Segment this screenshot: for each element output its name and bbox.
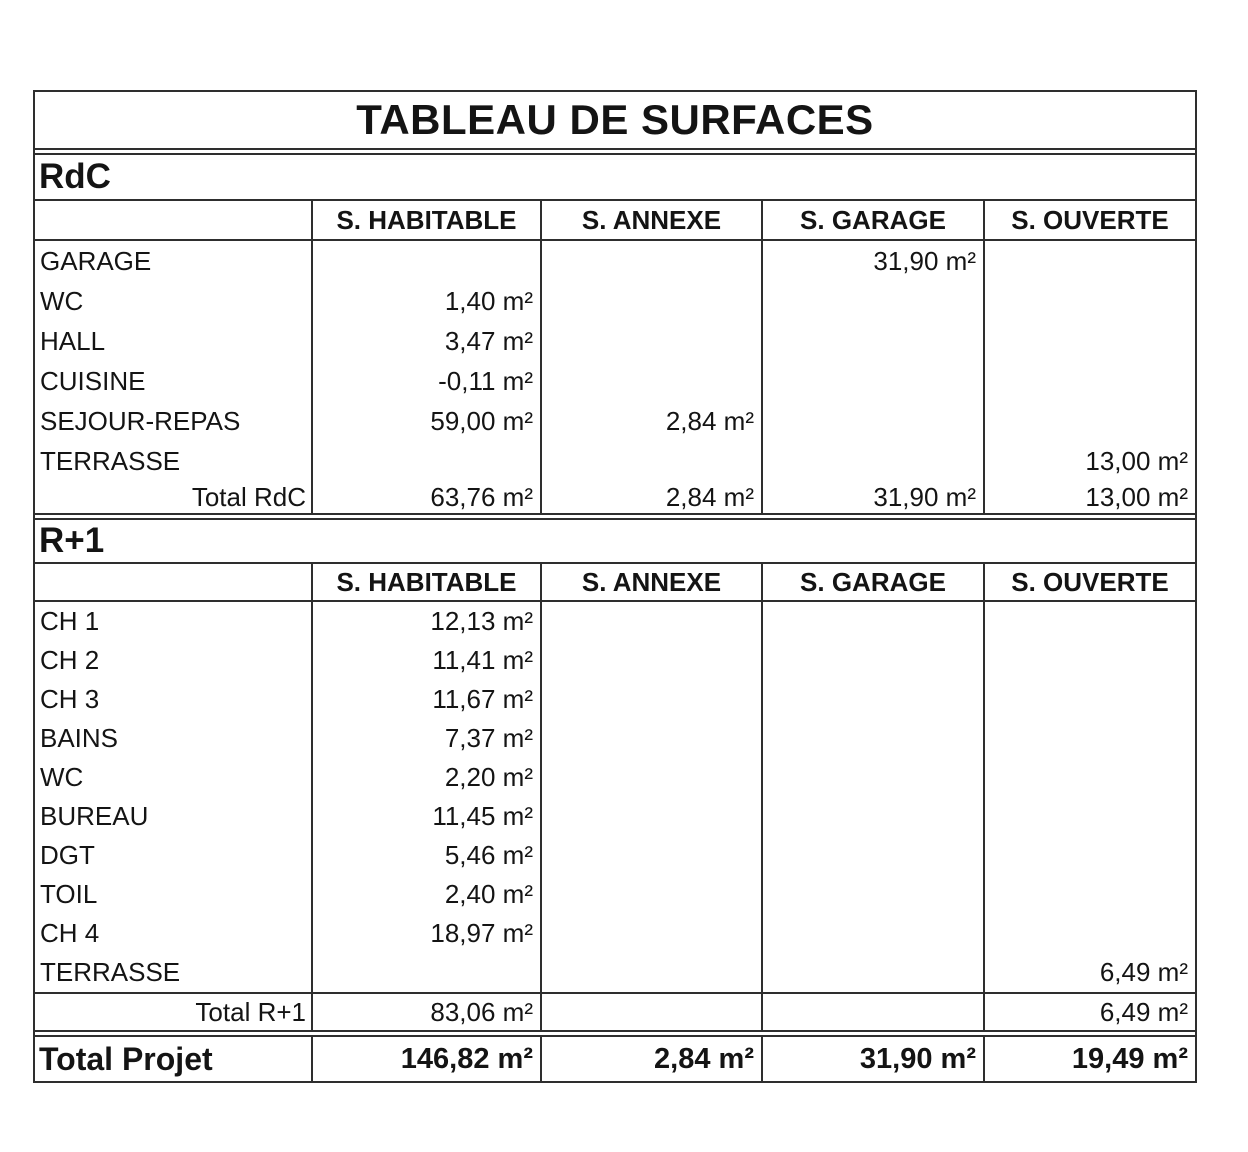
- column-header: S. ANNEXE: [540, 201, 761, 239]
- cell-ouverte: [983, 361, 1195, 401]
- cell-ouverte: 6,49 m²: [983, 994, 1195, 1030]
- table-row: [35, 914, 1195, 953]
- cell-garage: [761, 836, 983, 875]
- section-header-r1: R+1: [39, 521, 105, 560]
- cell-habitable: [311, 441, 540, 481]
- cell-garage: [761, 758, 983, 797]
- cell-ouverte: 13,00 m²: [983, 481, 1195, 513]
- cell-habitable: 18,97 m²: [311, 914, 540, 953]
- cell-garage: [761, 361, 983, 401]
- cell-habitable: 7,37 m²: [311, 719, 540, 758]
- cell-annexe: [540, 241, 761, 281]
- cell-ouverte: [983, 836, 1195, 875]
- cell-ouverte: 6,49 m²: [983, 953, 1195, 992]
- cell-garage: 31,90 m²: [761, 1037, 983, 1081]
- cell-ouverte: [983, 758, 1195, 797]
- cell-annexe: [540, 641, 761, 680]
- row-label: TERRASSE: [40, 445, 181, 476]
- cell-habitable: 83,06 m²: [311, 994, 540, 1030]
- column-header: S. ANNEXE: [540, 564, 761, 600]
- row-label: TERRASSE: [40, 957, 181, 987]
- column-header-row-rdc: [35, 201, 1195, 239]
- cell-ouverte: [983, 797, 1195, 836]
- cell-ouverte: [983, 680, 1195, 719]
- total-label: Total RdC: [191, 481, 306, 512]
- row-label: BUREAU: [40, 801, 149, 831]
- row-label: SEJOUR-REPAS: [40, 405, 241, 436]
- cell-habitable: 2,40 m²: [311, 875, 540, 914]
- cell-annexe: [540, 602, 761, 641]
- cell-garage: [761, 994, 983, 1030]
- table-row: [35, 281, 1195, 321]
- column-header: S. GARAGE: [761, 201, 983, 239]
- cell-habitable: 3,47 m²: [311, 321, 540, 361]
- cell-annexe: [540, 361, 761, 401]
- row-label: HALL: [40, 325, 106, 356]
- cell-garage: [761, 281, 983, 321]
- cell-annexe: [540, 836, 761, 875]
- cell-garage: [761, 875, 983, 914]
- table-row: [35, 641, 1195, 680]
- table-row: [35, 836, 1195, 875]
- column-header: S. HABITABLE: [311, 201, 540, 239]
- row-label: TOIL: [40, 879, 98, 909]
- cell-ouverte: [983, 719, 1195, 758]
- cell-garage: 31,90 m²: [761, 481, 983, 513]
- cell-annexe: 2,84 m²: [540, 481, 761, 513]
- cell-annexe: [540, 994, 761, 1030]
- column-header: S. GARAGE: [761, 564, 983, 600]
- row-label: BAINS: [40, 723, 119, 753]
- cell-habitable: 1,40 m²: [311, 281, 540, 321]
- cell-habitable: 12,13 m²: [311, 602, 540, 641]
- cell-habitable: 11,67 m²: [311, 680, 540, 719]
- cell-garage: [761, 719, 983, 758]
- grand-total-row: [35, 1037, 1195, 1081]
- row-label: DGT: [40, 840, 95, 870]
- table-row: [35, 441, 1195, 481]
- total-row-r1: [35, 994, 1195, 1030]
- cell-annexe: [540, 441, 761, 481]
- section-header-rdc: RdC: [39, 157, 111, 196]
- total-label: Total R+1: [195, 996, 306, 1027]
- divider: [35, 1030, 1195, 1037]
- cell-garage: [761, 321, 983, 361]
- grand-total-label: Total Projet: [39, 1040, 213, 1077]
- cell-annexe: [540, 953, 761, 992]
- divider: [35, 513, 1195, 520]
- cell-garage: [761, 602, 983, 641]
- cell-garage: [761, 680, 983, 719]
- table-row: [35, 797, 1195, 836]
- table-row: [35, 401, 1195, 441]
- cell-garage: 31,90 m²: [761, 241, 983, 281]
- divider: [35, 148, 1195, 155]
- cell-habitable: 11,41 m²: [311, 641, 540, 680]
- row-label: WC: [40, 762, 84, 792]
- column-header: S. OUVERTE: [983, 201, 1195, 239]
- cell-ouverte: [983, 241, 1195, 281]
- cell-habitable: 5,46 m²: [311, 836, 540, 875]
- cell-ouverte: [983, 641, 1195, 680]
- cell-annexe: [540, 914, 761, 953]
- cell-ouverte: [983, 875, 1195, 914]
- row-label: CH 4: [40, 918, 100, 948]
- row-label: CUISINE: [40, 365, 146, 396]
- cell-ouverte: [983, 281, 1195, 321]
- row-label: CH 2: [40, 645, 100, 675]
- cell-ouverte: [983, 321, 1195, 361]
- cell-habitable: 146,82 m²: [311, 1037, 540, 1081]
- cell-ouverte: [983, 914, 1195, 953]
- cell-annexe: [540, 321, 761, 361]
- row-label: CH 1: [40, 606, 100, 636]
- row-label: CH 3: [40, 684, 100, 714]
- table-row: [35, 602, 1195, 641]
- total-row-rdc: [35, 481, 1195, 513]
- cell-garage: [761, 401, 983, 441]
- column-header-row-r1: [35, 564, 1195, 600]
- cell-habitable: [311, 953, 540, 992]
- cell-garage: [761, 914, 983, 953]
- cell-habitable: 63,76 m²: [311, 481, 540, 513]
- cell-ouverte: [983, 401, 1195, 441]
- table-row: [35, 875, 1195, 914]
- row-label: WC: [40, 285, 84, 316]
- cell-habitable: [311, 241, 540, 281]
- table-row: [35, 241, 1195, 281]
- row-label: GARAGE: [40, 245, 152, 276]
- cell-annexe: [540, 875, 761, 914]
- table-row: [35, 719, 1195, 758]
- cell-ouverte: [983, 602, 1195, 641]
- cell-ouverte: 19,49 m²: [983, 1037, 1195, 1081]
- cell-garage: [761, 797, 983, 836]
- table-row: [35, 758, 1195, 797]
- cell-annexe: 2,84 m²: [540, 1037, 761, 1081]
- table-row: [35, 953, 1195, 992]
- table-row: [35, 680, 1195, 719]
- cell-ouverte: 13,00 m²: [983, 441, 1195, 481]
- cell-annexe: [540, 680, 761, 719]
- cell-habitable: 11,45 m²: [311, 797, 540, 836]
- column-header: S. OUVERTE: [983, 564, 1195, 600]
- column-header: S. HABITABLE: [311, 564, 540, 600]
- table-row: [35, 321, 1195, 361]
- cell-annexe: [540, 758, 761, 797]
- surface-table: [33, 90, 1197, 1083]
- column-header-empty: [35, 201, 311, 239]
- cell-garage: [761, 953, 983, 992]
- cell-habitable: -0,11 m²: [311, 361, 540, 401]
- cell-garage: [761, 641, 983, 680]
- cell-habitable: 2,20 m²: [311, 758, 540, 797]
- table-title: TABLEAU DE SURFACES: [356, 96, 874, 143]
- cell-habitable: 59,00 m²: [311, 401, 540, 441]
- cell-annexe: [540, 797, 761, 836]
- cell-annexe: 2,84 m²: [540, 401, 761, 441]
- cell-annexe: [540, 281, 761, 321]
- table-row: [35, 361, 1195, 401]
- cell-garage: [761, 441, 983, 481]
- cell-annexe: [540, 719, 761, 758]
- column-header-empty: [35, 564, 311, 600]
